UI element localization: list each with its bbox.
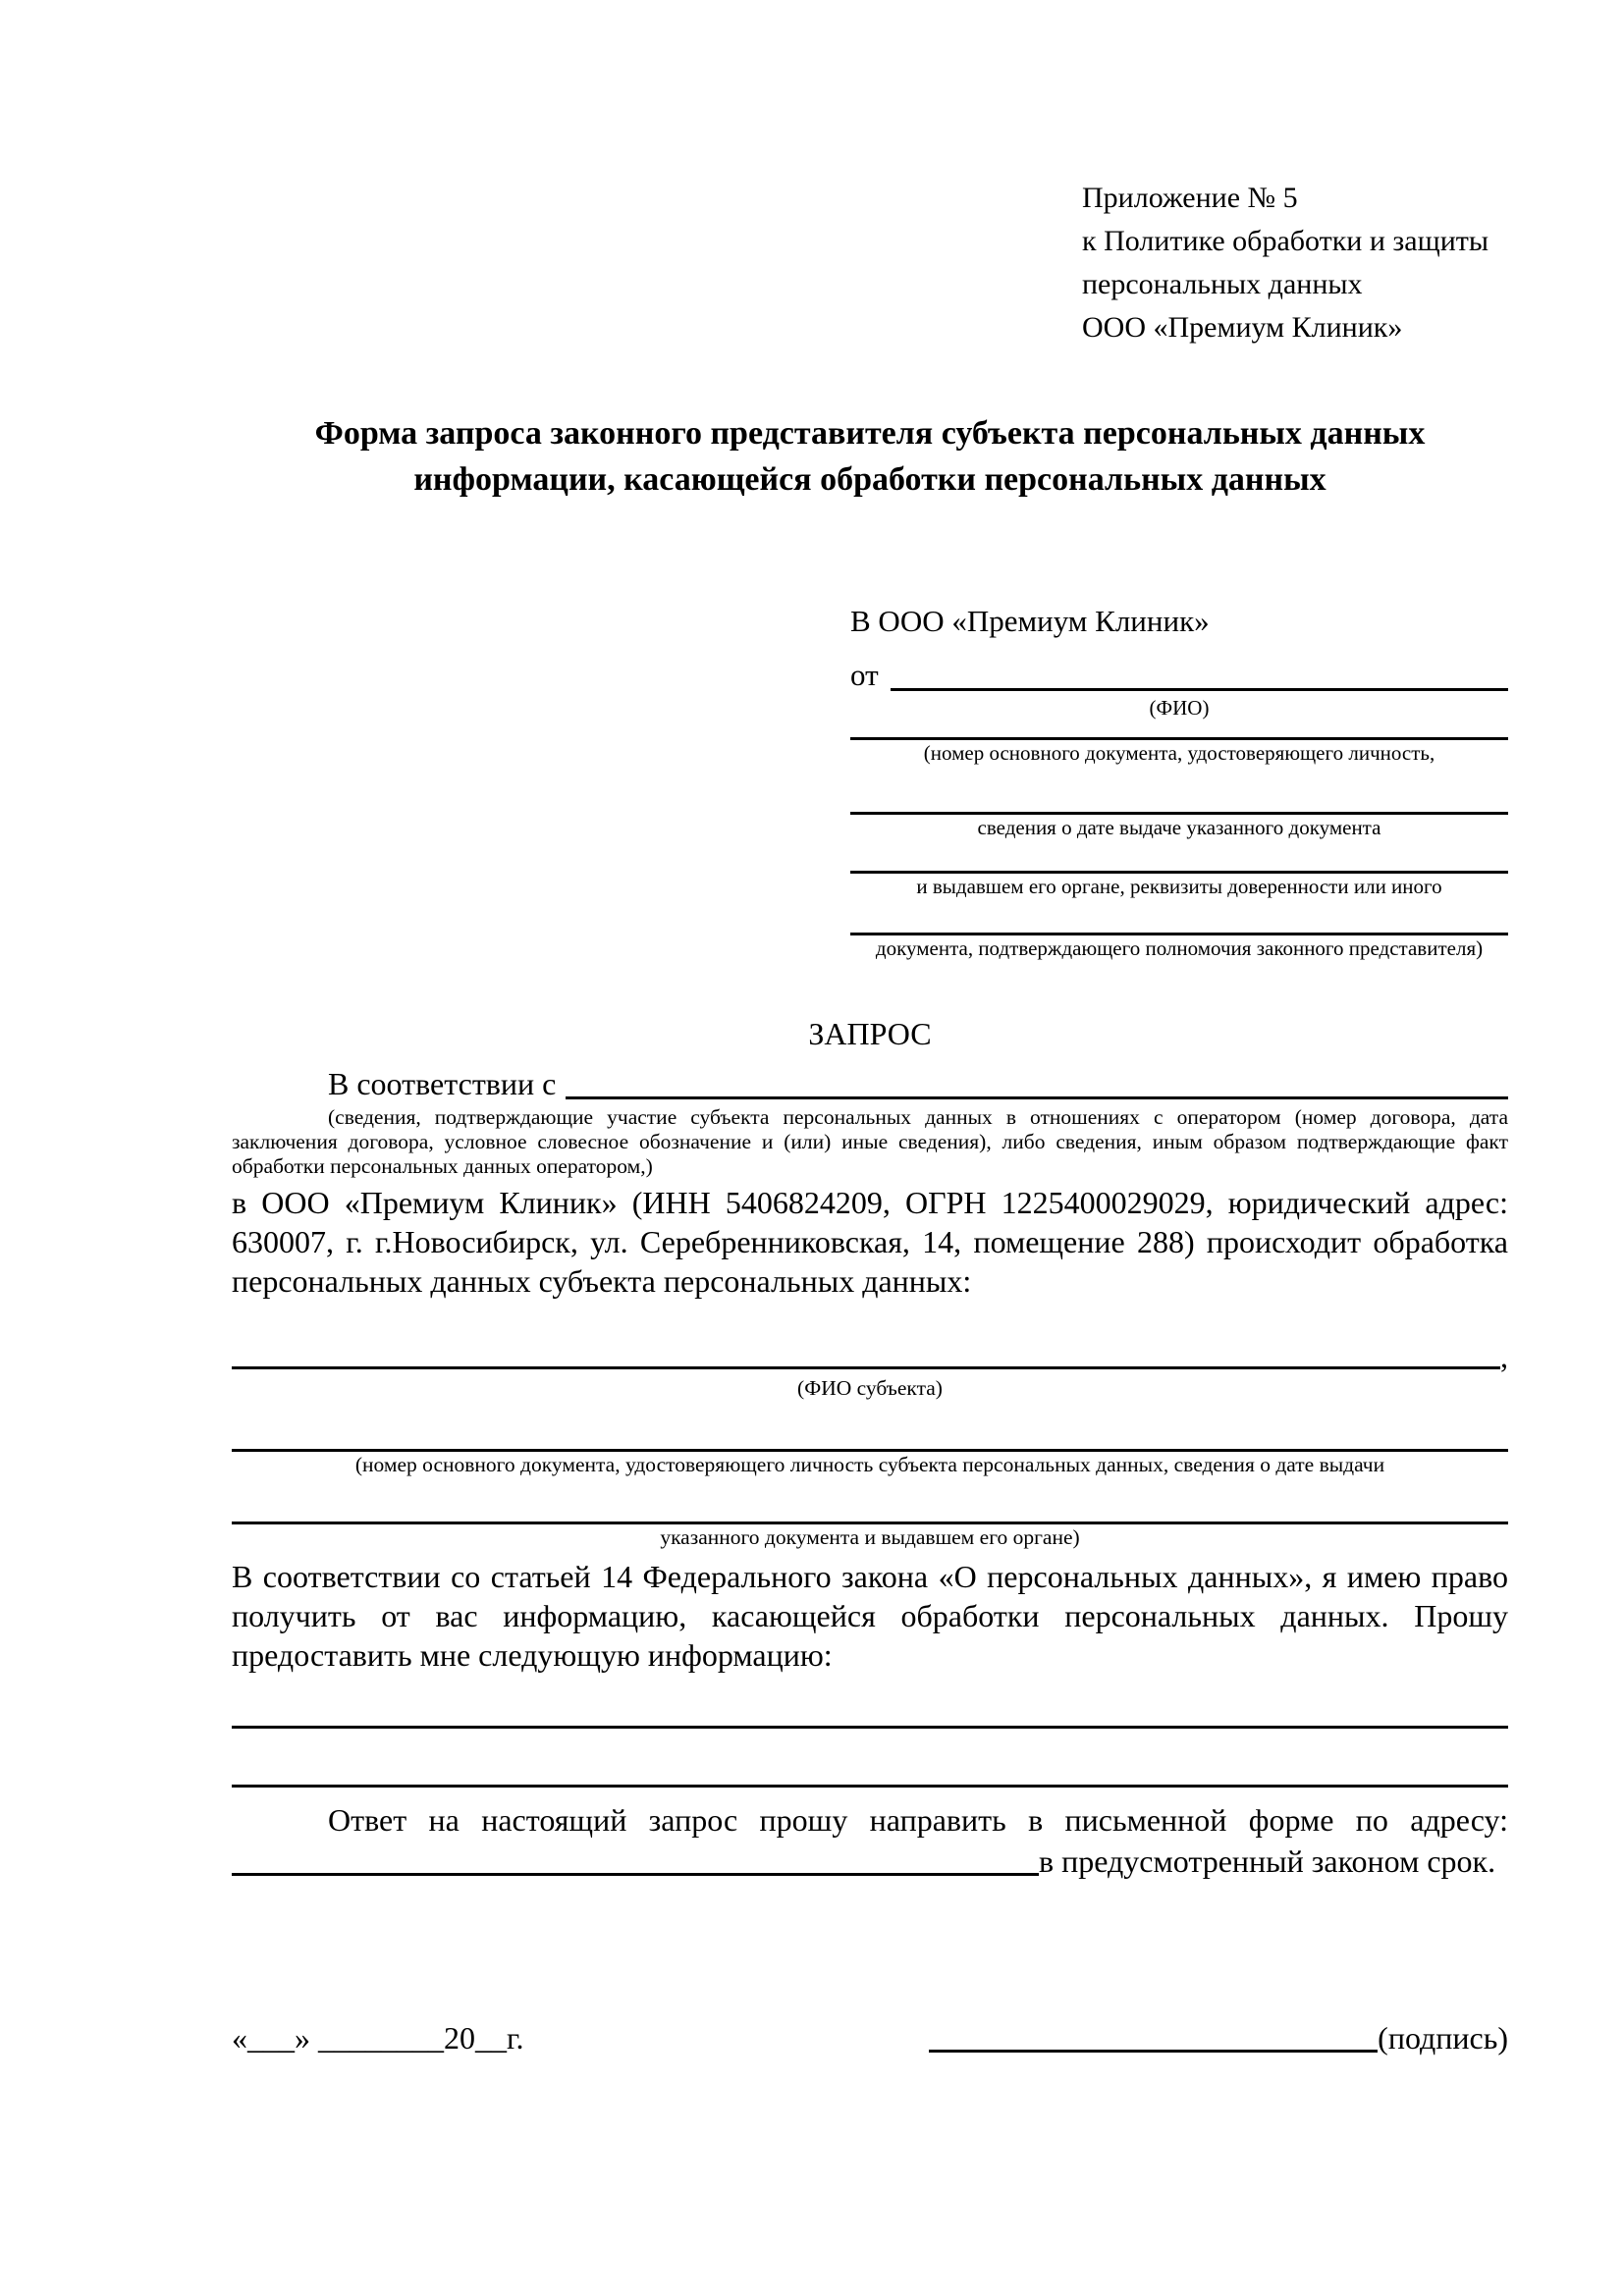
date-blank: «___» ________20__г. [232,2020,524,2056]
addressee-block [850,601,1508,962]
reply-sentence: Ответ на настоящий запрос прошу направить в письменной форме по адресу: [328,1802,1508,1838]
blank-field-line [850,767,1508,815]
field-caption: и выдавшем его органе, реквизиты доверенности или иного [916,875,1442,898]
addressee-field [850,841,1508,900]
subject-doc-caption-bottom: указанного документа и выдавшем его органе) [660,1525,1080,1549]
reply-tail: в предусмотренный законом срок. [1039,1843,1496,1879]
subject-fio-row [232,1334,1508,1375]
addressee-organization: В ООО «Премиум Клиник» [850,604,1210,638]
intro-caption: (сведения, подтверждающие участие субъекта персональных данных в отношениях с оператором (номер договора, дата заключения договора, условное словесное обозначение и (или) иные сведения), либо сведения, иным образом подтверждающие факт обработки персональных данных оператором,) [232,1105,1508,1178]
addressee-field [850,721,1508,767]
reply-address-row [232,1841,1508,1882]
blank-field-line [232,1873,1039,1876]
appendix-line: к Политике обработки и защиты [1082,225,1489,257]
addressee-field [850,900,1508,962]
field-caption: (номер основного документа, удостоверяющего личность, [923,741,1435,765]
appendix-line: Приложение № 5 [1082,182,1298,214]
intro-row [232,1062,1508,1105]
rights-paragraph: В соответствии со статьей 14 Федерального закона «О персональных данных», я имею право получить от вас информацию, касающейся обработки персональных данных. Прошу предоставить мне следующую информацию: [232,1559,1508,1673]
blank-field-line [232,1675,1508,1729]
subject-fio-caption: (ФИО субъекта) [797,1376,943,1400]
intro-label: В соответствии с [328,1066,557,1101]
blank-field-line [232,1478,1508,1524]
signature-caption: (подпись) [1378,2020,1508,2056]
subject-line-suffix: , [1500,1339,1508,1374]
blank-field-line [850,841,1508,874]
blank-field-line [929,2050,1378,2053]
operator-paragraph: в ООО «Премиум Клиник» (ИНН 5406824209, ОГРН 1225400029029, юридический адрес: 630007, г. г.Новосибирск, ул. Серебренниковская, 14, помещение 288) происходит обработка персональных данных субъекта персональных данных: [232,1185,1508,1299]
appendix-line: ООО «Премиум Клиник» [1082,311,1403,344]
fio-caption: (ФИО) [1149,696,1210,720]
form-title: Форма запроса законного представителя субъекта персональных данных информации, касающейся обработки персональных данных [314,415,1426,498]
field-caption: сведения о дате выдаче указанного документа [977,816,1381,839]
subject-doc-caption-top: (номер основного документа, удостоверяющего личность субъекта персональных данных, сведения о дате выдачи [354,1453,1385,1476]
blank-field-line [566,1096,1508,1099]
blank-field-line [891,688,1508,691]
from-row [850,652,1508,695]
field-caption: документа, подтверждающего полномочия законного представителя) [875,936,1484,960]
blank-field-line [232,1402,1508,1452]
blank-field-line [232,1366,1500,1369]
signature-block [929,2017,1508,2058]
addressee-field [850,767,1508,841]
request-heading: ЗАПРОС [808,1016,932,1051]
blank-field-line [232,1729,1508,1788]
appendix-line: персональных данных [1082,268,1363,300]
appendix-header [1082,177,1508,349]
blank-field-line [850,900,1508,935]
from-label: от [850,658,879,692]
signoff-row [232,2017,1508,2058]
blank-field-line [850,721,1508,740]
